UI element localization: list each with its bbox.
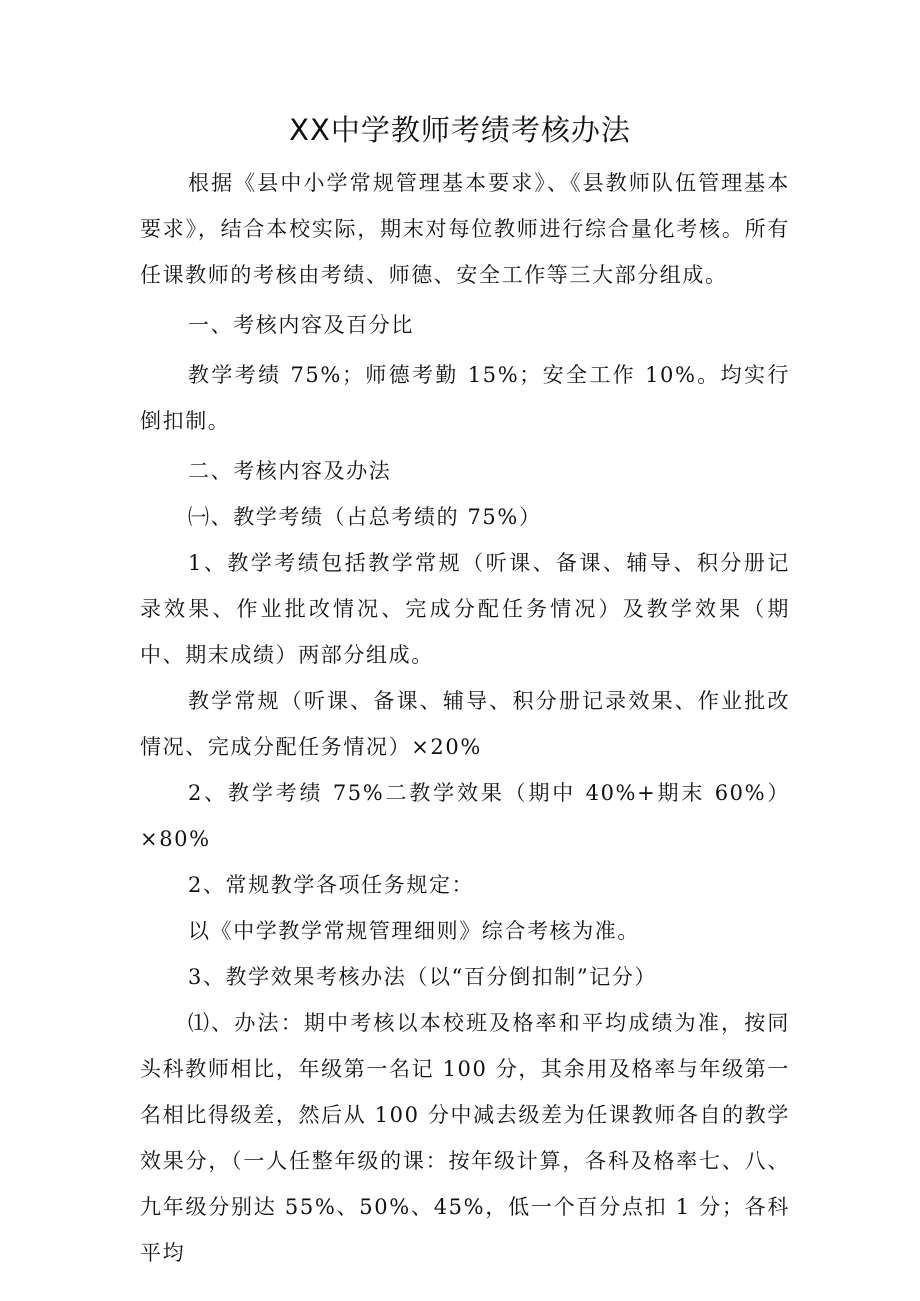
effect-method-heading: 3、教学效果考核办法（以“百分倒扣制”记分） [188,965,658,989]
routine-task-heading: 2、常规教学各项任务规定： [188,873,475,897]
document-body [140,160,790,1276]
effect-method-paragraph: ⑴、办法：期中考核以本校班及格率和平均成绩为准，按同头科教师相比，年级第一名记 100 分，其余用及格率与年级第一名相比得级差，然后从 100 分中减去级差为任课教师各自的教学效果分，（一人任整年级的课：按年级计算，各科及格率七、八、九年级分别达 55%、50%、45%，低一个百分点扣 1 分；各科平均 [140,1011,790,1265]
teaching-routine-paragraph: 教学常规（听课、备课、辅导、积分册记录效果、作业批改情况、完成分配任务情况）×20% [140,689,790,759]
percentage-paragraph: 教学考绩 75%；师德考勤 15%；安全工作 10%。均实行倒扣制。 [140,363,790,433]
subsection-heading-1: ㈠、教学考绩（占总考绩的 75%） [188,505,542,529]
intro-paragraph: 根据《县中小学常规管理基本要求》、《县教师队伍管理基本要求》，结合本校实际，期末对每位教师进行综合量化考核。所有任课教师的考核由考绩、师德、安全工作等三大部分组成。 [140,171,790,287]
document-title: XX中学教师考绩考核办法 [289,113,631,147]
routine-task-rule: 以《中学教学常规管理细则》综合考核为准。 [188,919,640,943]
teaching-composition-paragraph: 1、教学考绩包括教学常规（听课、备课、辅导、积分册记录效果、作业批改情况、完成分配任务情况）及教学效果（期中、期末成绩）两部分组成。 [140,551,790,667]
section-heading-2: 二、考核内容及办法 [188,459,392,483]
section-heading-1: 一、考核内容及百分比 [188,313,414,337]
formula-paragraph: 2、教学考绩 75%二教学效果（期中 40%+期末 60%）×80% [140,781,790,851]
